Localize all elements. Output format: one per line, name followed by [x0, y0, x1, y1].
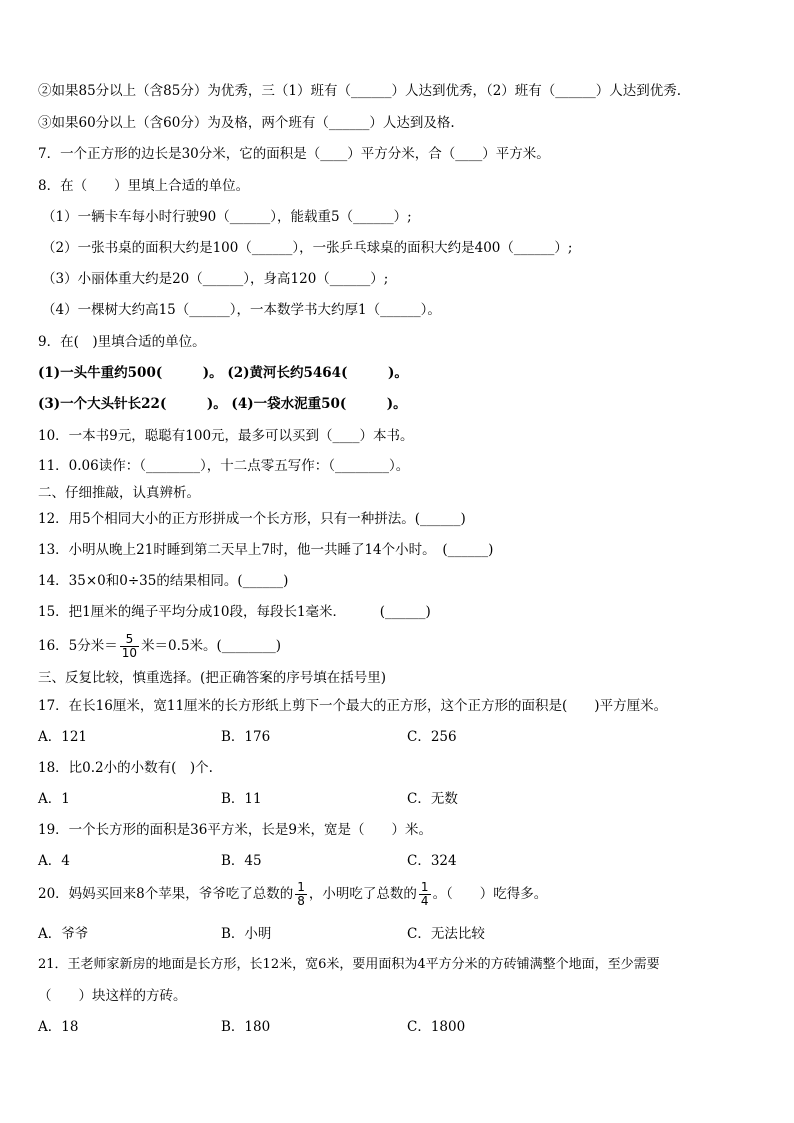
question-16-text-post: 米＝0.5米。(________)	[141, 638, 282, 654]
fraction-denominator: 4	[420, 894, 429, 908]
option-b[interactable]: B．小明	[221, 926, 272, 942]
option-b[interactable]: B．180	[221, 1019, 271, 1035]
section-2-heading: 二、仔细推敲，认真辨析。	[38, 485, 200, 501]
question-20-text-post: 。（ ）吃得多。	[432, 886, 548, 902]
fraction-five-tenths	[120, 633, 139, 660]
question-8-item-2: （2）一张书桌的面积大约是100（______），一张乒乓球桌的面积大约是400（______）;	[42, 240, 573, 256]
option-a[interactable]: A．4	[38, 853, 70, 869]
question-8-item-4: （4）一棵树大约高15（______），一本数学书大约厚1（______）。	[42, 302, 441, 318]
option-c[interactable]: C．无法比较	[407, 926, 485, 942]
question-9-items-a: (1)一头牛重约500( )。 (2)黄河长约5464( )。	[38, 365, 408, 381]
question-17-options	[38, 728, 778, 746]
question-20-text-mid: ，小明吃了总数的	[308, 886, 417, 902]
question-11: 11．0.06读作：（________），十二点零五写作：（________）。	[38, 458, 410, 474]
option-b[interactable]: B．176	[221, 729, 271, 745]
question-16-text-pre: 16．5分米＝	[38, 638, 118, 654]
question-16	[38, 631, 764, 665]
option-a[interactable]: A．18	[38, 1019, 79, 1035]
option-a[interactable]: A．1	[38, 791, 70, 807]
question-7: 7．一个正方形的边长是30分米，它的面积是（____）平方分米，合（____）平方米。	[38, 146, 550, 162]
option-c[interactable]: C．256	[407, 729, 457, 745]
fraction-denominator: 10	[121, 646, 138, 660]
question-17: 17．在长16厘米，宽11厘米的长方形纸上剪下一个最大的正方形，这个正方形的面积是( )平方厘米。	[38, 698, 668, 714]
option-a[interactable]: A．121	[38, 729, 88, 745]
fraction-numerator: 5	[120, 633, 139, 647]
fraction-one-quarter	[419, 881, 431, 908]
question-19-options	[38, 852, 778, 870]
question-10: 10．一本书9元，聪聪有100元，最多可以买到（____）本书。	[38, 428, 414, 444]
question-15: 15．把1厘米的绳子平均分成10段，每段长1毫米． (______)	[38, 604, 431, 620]
fraction-one-eighth	[295, 881, 307, 908]
question-12: 12．用5个相同大小的正方形拼成一个长方形，只有一种拼法。(______)	[38, 511, 466, 527]
section-3-heading: 三、反复比较，慎重选择。(把正确答案的序号填在括号里)	[38, 670, 387, 686]
option-c[interactable]: C．无数	[407, 791, 458, 807]
fraction-denominator: 8	[297, 894, 305, 908]
question-21-options	[38, 1018, 778, 1036]
option-c[interactable]: C．324	[407, 853, 457, 869]
question-14: 14．35×0和0÷35的结果相同。(______)	[38, 573, 289, 589]
question-18-options	[38, 790, 778, 808]
question-21-continued: （ ）块这样的方砖。	[38, 988, 187, 1004]
line-excellent-count: ②如果85分以上（含85分）为优秀，三（1）班有（______）人达到优秀，（2）班有（______）人达到优秀.	[38, 83, 682, 99]
question-20-options	[38, 925, 778, 943]
question-9-items-b: (3)一个大头针长22( )。 (4)一袋水泥重50( )。	[38, 396, 407, 412]
question-19: 19．一个长方形的面积是36平方米，长是9米，宽是（ ）米。	[38, 822, 432, 838]
question-9: 9．在( )里填合适的单位。	[38, 334, 206, 350]
question-8-item-3: （3）小丽体重大约是20（______），身高120（______）;	[42, 271, 389, 287]
question-8-item-1: （1）一辆卡车每小时行驶90（______），能载重5（______）;	[42, 209, 412, 225]
question-18: 18．比0.2小的小数有( )个.	[38, 760, 213, 776]
question-20	[38, 879, 764, 913]
question-20-text-pre: 20．妈妈买回来8个苹果，爷爷吃了总数的	[38, 886, 294, 902]
question-21: 21．王老师家新房的地面是长方形，长12米，宽6米，要用面积为4平方分米的方砖铺满整个地面，至少需要	[38, 957, 660, 972]
option-c[interactable]: C．1800	[407, 1019, 466, 1035]
question-8: 8．在（ ）里填上合适的单位。	[38, 178, 250, 194]
option-b[interactable]: B．45	[221, 853, 262, 869]
fraction-numerator: 1	[297, 880, 305, 894]
line-pass-count: ③如果60分以上（含60分）为及格，两个班有（______）人达到及格.	[38, 115, 455, 131]
question-13: 13．小明从晚上21时睡到第二天早上7时，他一共睡了14个小时。 (______)	[38, 542, 494, 558]
option-a[interactable]: A．爷爷	[38, 926, 89, 942]
fraction-numerator: 1	[420, 880, 429, 894]
option-b[interactable]: B．11	[221, 791, 262, 807]
